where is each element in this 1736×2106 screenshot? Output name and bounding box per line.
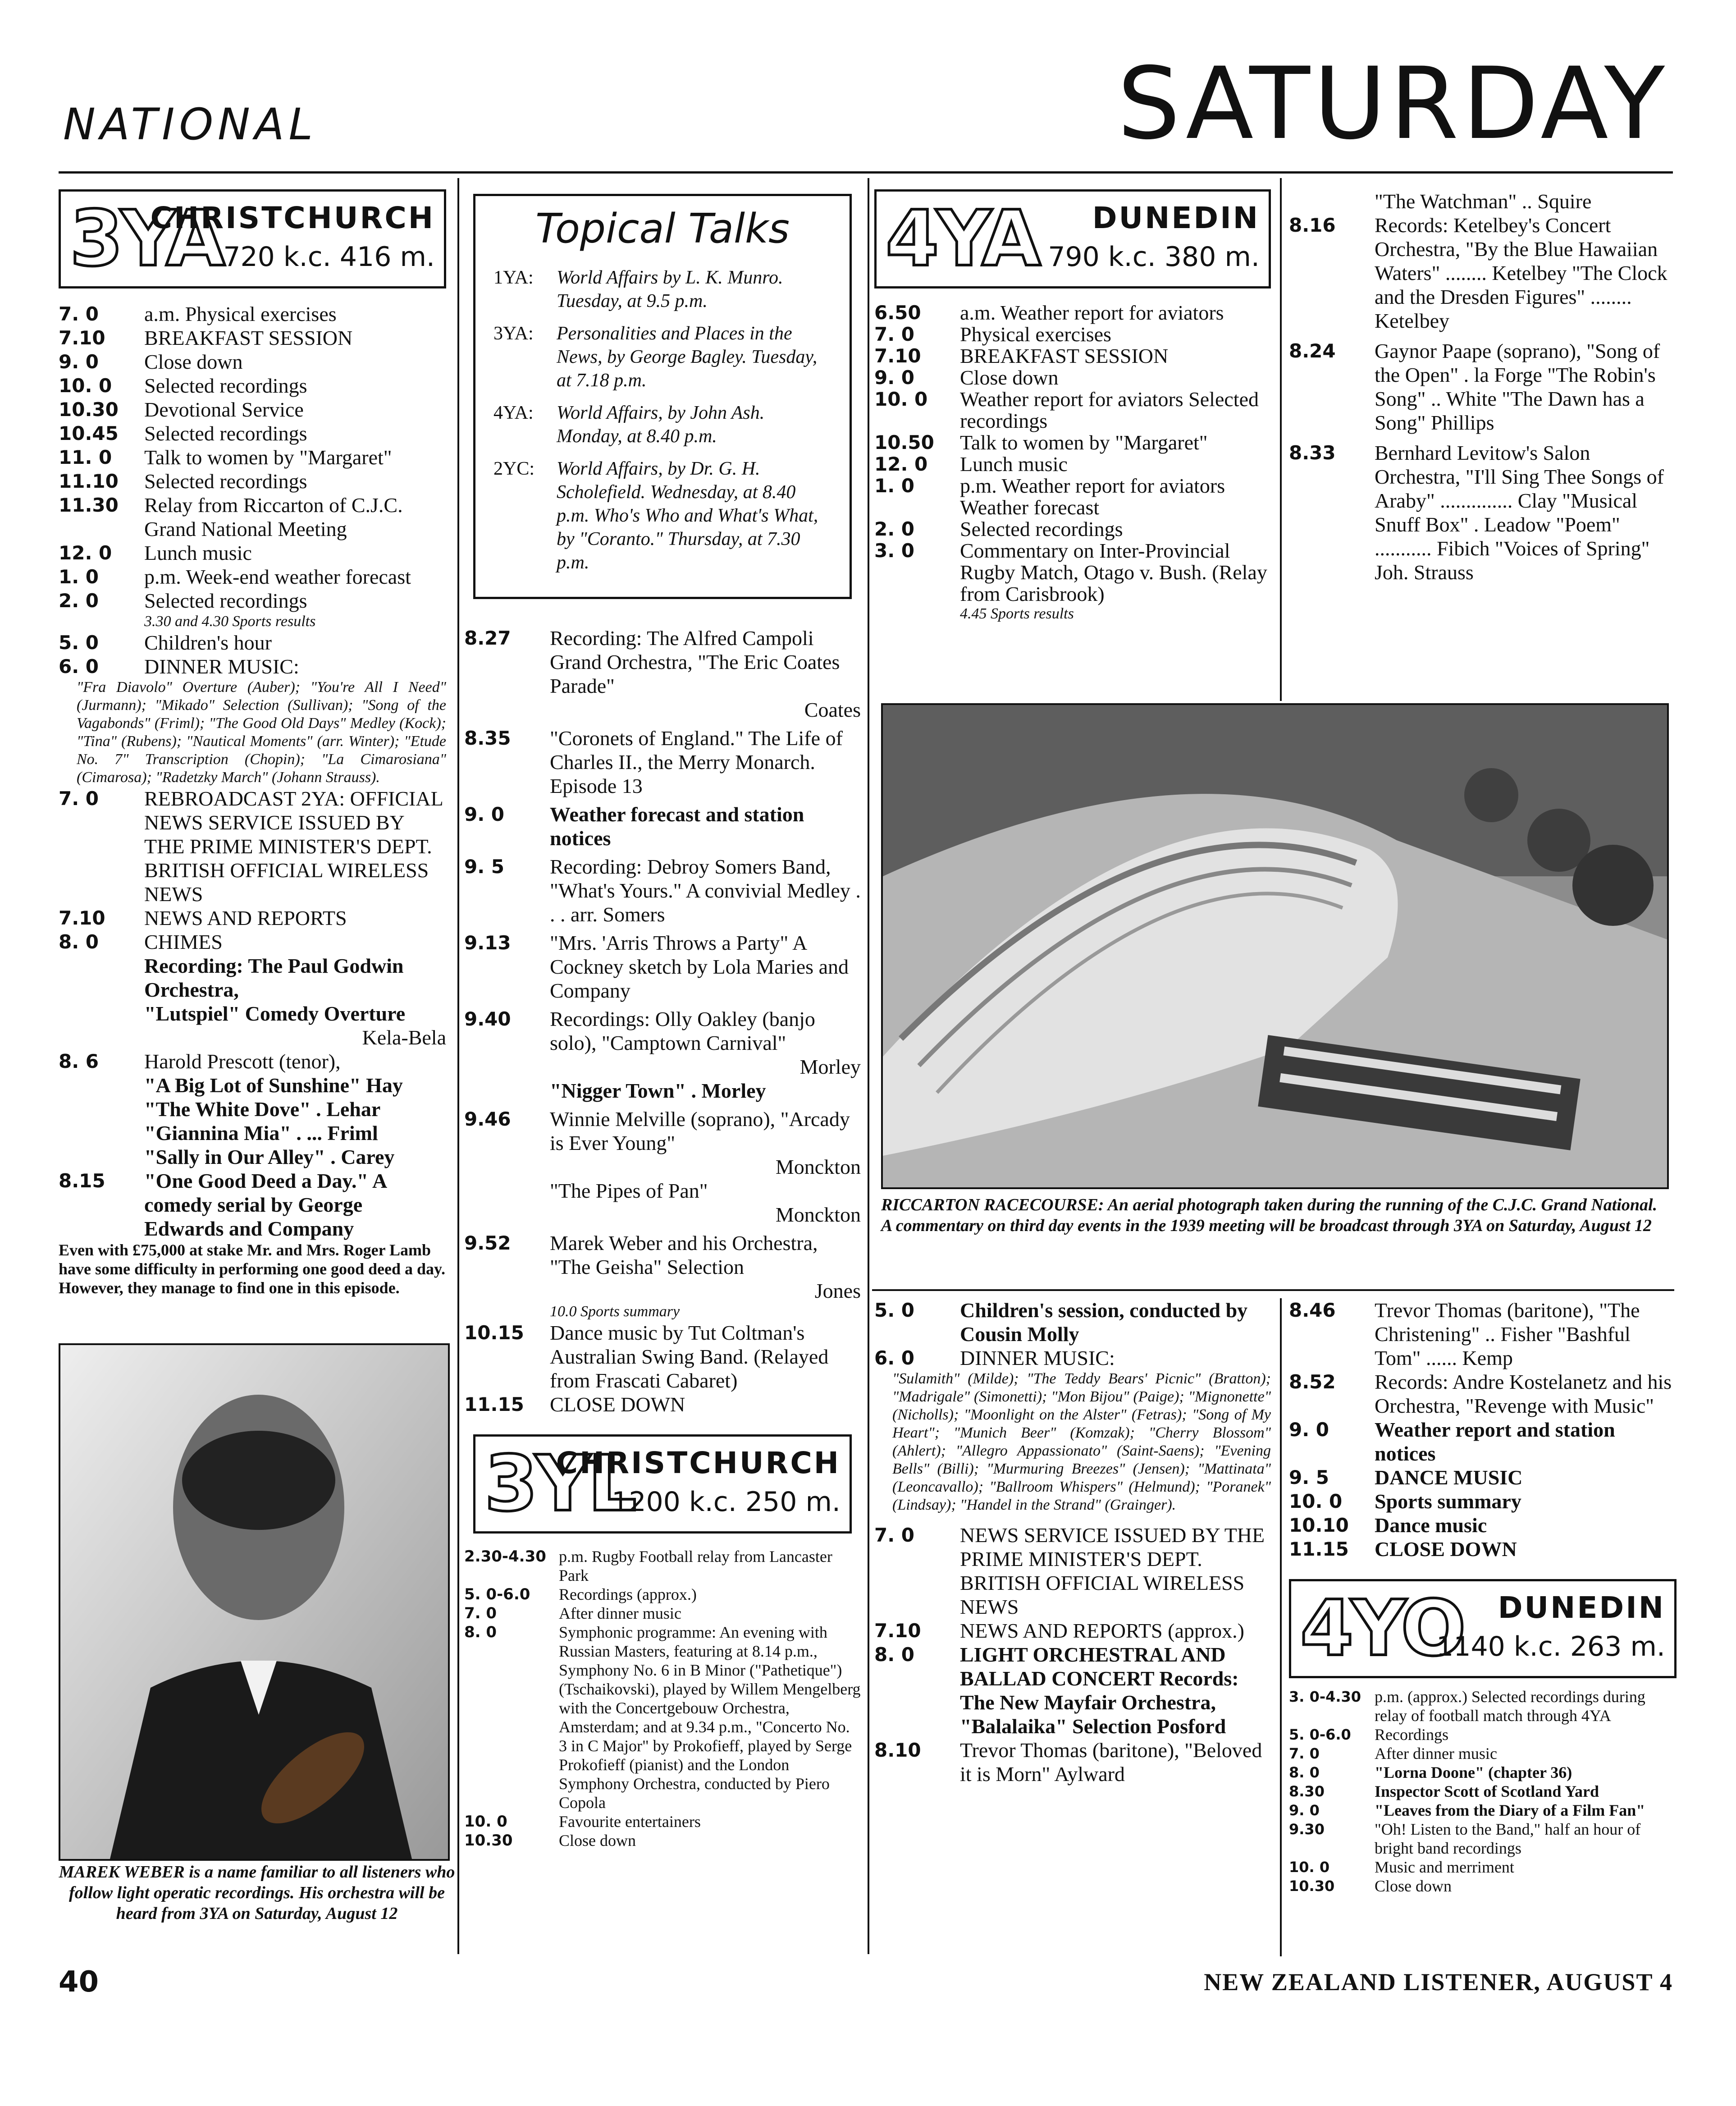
list-item: 12. 0 Lunch music: [874, 453, 1068, 476]
list-item: 10. 0 Weather report for aviators Selected recordings: [874, 388, 1259, 432]
list-item: 7. 0 After dinner music: [1289, 1744, 1497, 1763]
list-item: 5. 0-6.0 Recordings: [1289, 1726, 1448, 1744]
list-item: 7.10 BREAKFAST SESSION: [59, 326, 353, 349]
topical-talks-title: Topical Talks: [535, 205, 790, 252]
sports-note: 4.45 Sports results: [960, 605, 1074, 622]
station-frequency: 790 k.c. 380 m.: [1048, 241, 1260, 273]
list-item: 7. 0 REBROADCAST 2YA: OFFICIAL NEWS SERVICE ISSUED BY THE PRIME MINISTER'S DEPT. BRITISH OFFICIAL WIRELESS NEWS: [59, 787, 443, 906]
station-call: 4YA: [886, 194, 1038, 284]
list-item: 7.10 NEWS AND REPORTS (approx.): [874, 1619, 1244, 1642]
column-4ya-top: [874, 189, 1271, 694]
list-item: 10. 0 Music and merriment: [1289, 1858, 1514, 1876]
list-item: 8.24 Gaynor Paape (soprano), "Song of the Open" . la Forge "The Robin's Song" .. White "The Dawn has a Song" Phillips: [1289, 339, 1660, 434]
list-item: 10.45 Selected recordings: [59, 422, 307, 445]
list-item: "Giannina Mia" . ... Friml: [144, 1122, 378, 1145]
list-item: 9. 0 Close down: [59, 350, 243, 373]
list-item: 8.10 Trevor Thomas (baritone), "Beloved it is Morn" Aylward: [874, 1739, 1262, 1786]
list-item: 9.46 Winnie Melville (soprano), "Arcady is Ever Young" Monckton: [464, 1108, 861, 1178]
station-call: 3YL: [484, 1439, 634, 1529]
serial-note: Even with £75,000 at stake Mr. and Mrs. Roger Lamb have some difficulty in performing one good deed a day. However, they manage to find one in this episode.: [59, 1241, 446, 1297]
racecourse-caption: RICCARTON RACECOURSE: An aerial photograph taken during the running of the C.J.C. Grand National. A commentary on third day events in the 1939 meeting will be broadcast through 3YA on Saturday, August 12: [881, 1195, 1658, 1235]
list-item: 7. 0 a.m. Physical exercises: [59, 302, 337, 325]
list-item: 5. 0 Children's session, conducted by Cousin Molly: [874, 1299, 1248, 1346]
column-divider: [1280, 178, 1282, 701]
list-item: 8. 6 Harold Prescott (tenor),: [59, 1050, 341, 1073]
section-rule: [872, 1289, 1674, 1291]
list-item: 9.40 Recordings: Olly Oakley (banjo solo), "Camptown Carnival" Morley: [464, 1007, 861, 1078]
programme-list: [1289, 189, 1677, 584]
station-4ya-banner: [874, 189, 1271, 288]
riccarton-racecourse-photo: [881, 703, 1669, 1189]
programme-list: [464, 626, 861, 1416]
list-item: 7. 0 Physical exercises: [874, 323, 1111, 346]
station-frequency: 1200 k.c. 250 m.: [612, 1486, 841, 1518]
list-item: 8.15 "One Good Deed a Day." A comedy serial by George Edwards and Company: [59, 1169, 386, 1240]
column-2: [464, 189, 861, 1956]
list-item: 6.50 a.m. Weather report for aviators: [874, 301, 1224, 324]
programme-list: [59, 302, 446, 1297]
section-label: NATIONAL: [63, 99, 317, 150]
column-divider: [457, 178, 459, 1954]
list-item: 7.10 NEWS AND REPORTS: [59, 906, 347, 929]
list-item: 5. 0-6.0 Recordings (approx.): [464, 1585, 697, 1603]
list-item: 1. 0 p.m. Weather report for aviators Weather forecast: [874, 474, 1225, 519]
list-item: 9.13 "Mrs. 'Arris Throws a Party" A Cockney sketch by Lola Maries and Company: [464, 931, 849, 1002]
list-item: 11.15 CLOSE DOWN: [464, 1393, 685, 1416]
list-item: 9.52 Marek Weber and his Orchestra, "The Geisha" Selection Jones: [464, 1232, 861, 1302]
list-item: "Nigger Town" . Morley: [550, 1079, 766, 1102]
list-item: Recording: The Paul Godwin Orchestra,: [144, 954, 404, 1001]
column-4ya-evening: [874, 1298, 1271, 1956]
list-item: 10.10 Dance music: [1289, 1514, 1487, 1537]
list-item: 12. 0 Lunch music: [59, 541, 252, 564]
marek-weber-caption: MAREK WEBER is a name familiar to all listeners who follow light operatic recordings. His orchestra will be heard from 3YA on Saturday, August 12: [59, 1863, 455, 1923]
programme-list-4yo: [1289, 1687, 1677, 1895]
talk-item: 1YA: World Affairs by L. K. Munro. Tuesday, at 9.5 p.m.: [493, 267, 783, 311]
list-item: 11.10 Selected recordings: [59, 470, 307, 493]
talk-item: 4YA: World Affairs, by John Ash. Monday, at 8.40 p.m.: [493, 403, 765, 447]
list-item: 8. 0 CHIMES: [59, 930, 223, 953]
list-item: 8.30 Inspector Scott of Scotland Yard: [1289, 1782, 1599, 1800]
list-item: 7. 0 After dinner music: [464, 1604, 681, 1622]
list-item: 11. 0 Talk to women by "Margaret": [59, 446, 392, 469]
list-item: 10.30 Close down: [1289, 1877, 1452, 1895]
station-city: DUNEDIN: [1498, 1590, 1665, 1625]
station-3yl-banner: [473, 1434, 852, 1534]
list-item: 8. 0 LIGHT ORCHESTRAL AND BALLAD CONCERT Records: The New Mayfair Orchestra, "Balalaika" Selection Posford: [874, 1643, 1239, 1738]
header-rule: [59, 171, 1673, 174]
list-item: "The White Dove" . Lehar: [144, 1098, 381, 1121]
station-city: CHRISTCHURCH: [556, 1446, 841, 1480]
talk-item: 3YA: Personalities and Places in the News, by George Bagley. Tuesday, at 7.18 p.m.: [493, 323, 818, 391]
list-item: 10. 0 Selected recordings: [59, 374, 307, 397]
column-divider: [868, 178, 869, 1954]
programme-list: [874, 302, 1271, 623]
list-item: 1. 0 p.m. Week-end weather forecast: [59, 565, 411, 588]
list-item: 6. 0 DINNER MUSIC:: [874, 1346, 1115, 1369]
dinner-music-list: "Sulamith" (Milde); "The Teddy Bears' Picnic" (Bratton); "Madrigale" (Simonetti); "Mon Bijou" (Paige); "Mignonette" (Nicholls); "Moonlight on the Alster" (Fetras); "Song of My Heart"; "Munich Beer" (Komzak); "Cherry Blossom" (Ahlert); "Allegro Appassionato" (Saint-Saens); "Evening Bells" (Billi); "Murmuring Breezes" (Jensen); "Mattinata" (Leoncavallo); "Ballroom Whispers" (Helmund); "Poranek" (Lindsay); "Handel in the Strand" (Grainger).: [892, 1370, 1271, 1513]
list-item: 9. 0 Weather forecast and station notices: [464, 803, 804, 850]
station-4yo-banner: [1289, 1579, 1677, 1678]
list-item: 9.30 "Oh! Listen to the Band," half an hour of bright band recordings: [1289, 1820, 1641, 1857]
list-item: 9. 5 DANCE MUSIC: [1289, 1466, 1523, 1489]
list-item: 8. 0 Symphonic programme: An evening with Russian Masters, featuring at 8.14 p.m., Symphony No. 6 in B Minor ("Pathetique") (Tschaikovski), played by Willem Mengelberg with the Concertgebouw Orchestra, Amsterdam; and at 9.34 p.m., "Concerto No. 3 in C Major" by Prokofieff, played by Serge Prokofieff (pianist) and the London Symphony Orchestra, conducted by Piero Copola: [464, 1623, 861, 1812]
list-item: 3. 0-4.30 p.m. (approx.) Selected recordings during relay of football match through 4YA: [1289, 1688, 1645, 1725]
list-item: 8.46 Trevor Thomas (baritone), "The Christening" .. Fisher "Bashful Tom" ...... Kemp: [1289, 1299, 1640, 1369]
dinner-music-list: "Fra Diavolo" Overture (Auber); "You're All I Need" (Jurmann); "Mikado" Selection (Sullivan); "Song of the Vagabonds" (Friml); "The Good Old Days" Medley (Kock); "Tina" (Rubens); "Nautical Moments" (arr. Winter); "Etude No. 7" Transcription (Chopin); "La Cimarosiana" (Cimarosa); "Radetzky March" (Johann Strauss).: [77, 679, 446, 786]
station-call: 3YA: [70, 194, 223, 284]
publication-line: NEW ZEALAND LISTENER, AUGUST 4: [1204, 1969, 1673, 1996]
list-item: 10. 0 Favourite entertainers: [464, 1813, 701, 1831]
topical-talks-box: [473, 194, 852, 599]
list-item: 2. 0 Selected recordings: [59, 589, 307, 612]
list-item: "Lutspiel" Comedy Overture: [144, 1002, 406, 1025]
list-item: 5. 0 Children's hour: [59, 631, 272, 654]
list-item: 7. 0 NEWS SERVICE ISSUED BY THE PRIME MINISTER'S DEPT. BRITISH OFFICIAL WIRELESS NEWS: [874, 1524, 1265, 1618]
station-call: 4YO: [1300, 1584, 1463, 1673]
page-header: [0, 0, 1736, 180]
list-item: 8.16 Records: Ketelbey's Concert Orchestra, "By the Blue Hawaiian Waters" ........ Ketelbey "The Clock and the Dresden Figures" ........ Ketelbey: [1289, 214, 1667, 332]
list-item: 9. 5 Recording: Debroy Somers Band, "What's Yours." A convivial Medley . . . arr. Somers: [464, 855, 861, 926]
list-item: "Sally in Our Alley" . Carey: [144, 1145, 395, 1168]
programme-list-3yl: [464, 1547, 861, 1850]
sports-note: 3.30 and 4.30 Sports results: [144, 613, 316, 630]
station-city: CHRISTCHURCH: [150, 201, 435, 235]
list-item: 10.30 Close down: [464, 1831, 636, 1850]
list-item: 10. 0 Sports summary: [1289, 1490, 1521, 1513]
list-item: 9. 0 Close down: [874, 366, 1059, 389]
column-4-top: [1289, 189, 1677, 694]
list-item: Kela-Bela: [362, 1026, 446, 1049]
day-title: SATURDAY: [1117, 46, 1668, 161]
station-city: DUNEDIN: [1092, 201, 1260, 235]
sports-summary-note: 10.0 Sports summary: [550, 1303, 680, 1320]
list-item: 8. 0 "Lorna Doone" (chapter 36): [1289, 1763, 1572, 1781]
page-number: 40: [59, 1965, 99, 1999]
list-item: 9. 0 "Leaves from the Diary of a Film Fan": [1289, 1801, 1645, 1819]
list-item: 11.30 Relay from Riccarton of C.J.C. Grand National Meeting: [59, 494, 403, 540]
list-item: 8.35 "Coronets of England." The Life of Charles II., the Merry Monarch. Episode 13: [464, 727, 843, 797]
programme-list: [874, 1298, 1271, 1786]
list-item: 6. 0 DINNER MUSIC:: [59, 655, 299, 678]
marek-weber-photo: [59, 1343, 450, 1861]
list-item: 10.15 Dance music by Tut Coltman's Australian Swing Band. (Relayed from Frascati Cabaret): [464, 1321, 829, 1392]
list-item: 10.30 Devotional Service: [59, 398, 304, 421]
list-item: 2. 0 Selected recordings: [874, 517, 1123, 540]
station-frequency: 1140 k.c. 263 m.: [1436, 1631, 1665, 1662]
page-footer: [0, 1961, 1736, 2006]
list-item: 10.50 Talk to women by "Margaret": [874, 431, 1208, 454]
list-item: 3. 0 Commentary on Inter-Provincial Rugby Match, Otago v. Bush. (Relay from Carisbrook): [874, 539, 1267, 605]
programme-list: [1289, 1298, 1677, 1561]
list-item: 2.30-4.30 p.m. Rugby Football relay from Lancaster Park: [464, 1547, 832, 1584]
list-item: "The Watchman" .. Squire: [1375, 190, 1592, 213]
list-item: 11.15 CLOSE DOWN: [1289, 1538, 1517, 1561]
column-4-evening: [1289, 1298, 1677, 1956]
station-3ya-banner: [59, 189, 446, 288]
station-frequency: 720 k.c. 416 m.: [223, 241, 435, 273]
list-item: "The Pipes of Pan" Monckton: [550, 1179, 861, 1226]
talk-item: 2YC: World Affairs, by Dr. G. H. Scholefield. Wednesday, at 8.40 p.m. Who's Who and What's What, by "Coranto." Thursday, at 7.30 p.m.: [493, 458, 818, 573]
list-item: 8.52 Records: Andre Kostelanetz and his Orchestra, "Revenge with Music": [1289, 1370, 1672, 1417]
list-item: "A Big Lot of Sunshine" Hay: [144, 1074, 403, 1097]
list-item: 9. 0 Weather report and station notices: [1289, 1418, 1615, 1465]
column-divider: [1280, 1298, 1282, 1956]
list-item: 8.33 Bernhard Levitow's Salon Orchestra, "I'll Sing Thee Songs of Araby" .............. Clay "Musical Snuff Box" . Leadow "Poem" ........... Fibich "Voices of Spring" Joh. Strauss: [1289, 441, 1664, 584]
list-item: 8.27 Recording: The Alfred Campoli Grand Orchestra, "The Eric Coates Parade" Coates: [464, 627, 861, 721]
list-item: 7.10 BREAKFAST SESSION: [874, 344, 1169, 367]
